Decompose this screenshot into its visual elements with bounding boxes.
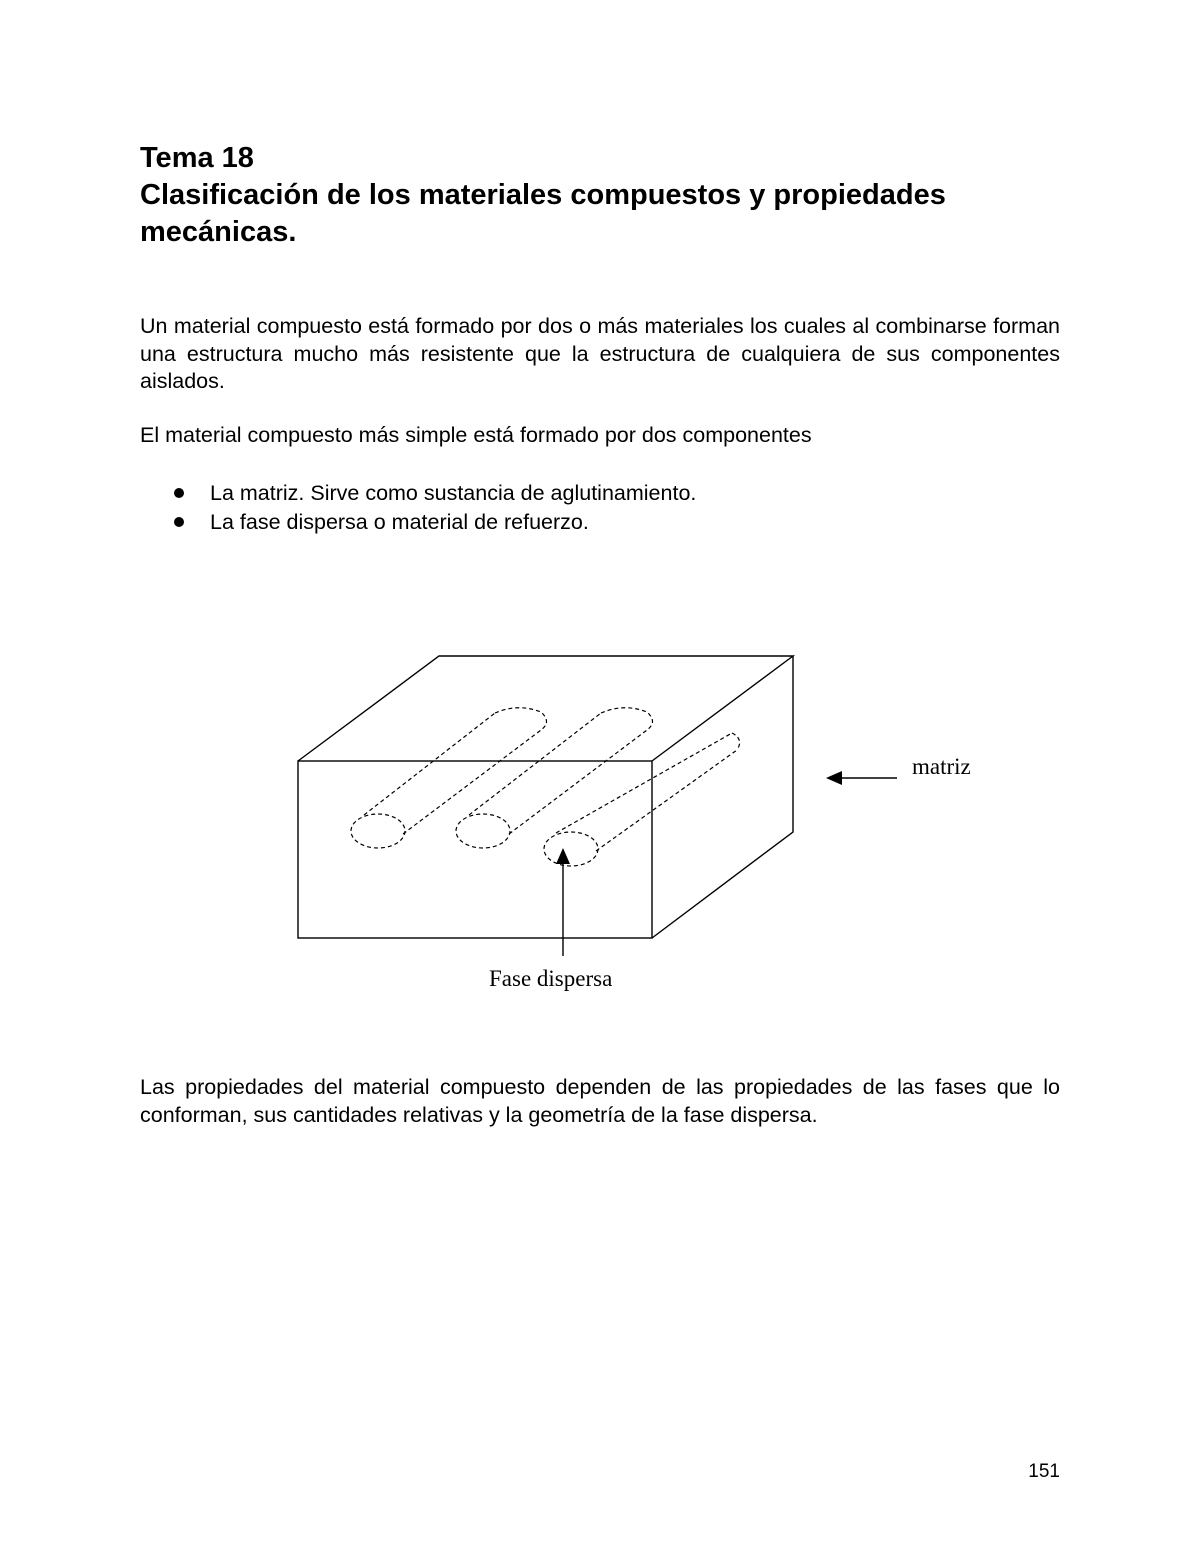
label-matrix: matriz [912, 754, 971, 779]
list-item-text: La fase dispersa o material de refuerzo. [210, 509, 589, 534]
properties-paragraph: Las propiedades del material compuesto dependen de las propiedades de las fases que lo conforman, sus cantidades relativas y la geometría de la fase dispersa. [140, 1075, 1060, 1127]
list-item [140, 508, 1040, 537]
matrix-arrow [826, 771, 897, 785]
label-dispersed-phase: Fase dispersa [489, 966, 613, 991]
block-side-face [652, 656, 793, 938]
title-line-2: Clasificación de los materiales compuestos y propiedades [140, 179, 946, 211]
list-item-text: La matriz. Sirve como sustancia de aglutinamiento. [210, 481, 697, 505]
bullet-icon [174, 488, 184, 498]
intro-paragraph: Un material compuesto está formado por dos o más materiales los cuales al combinarse forman una estructura mucho más resistente que la estructura de cualquiera de sus componentes aislados. [140, 314, 1060, 393]
page-title [140, 140, 1060, 251]
fiber-1 [351, 708, 547, 848]
page-number: 151 [1028, 1461, 1060, 1482]
component-list [140, 479, 1040, 536]
fiber-2 [456, 708, 653, 848]
bullet-icon [174, 517, 184, 527]
dispersed-arrow [556, 848, 570, 956]
simple-composite-paragraph: El material compuesto más simple está formado por dos componentes [140, 423, 812, 447]
fiber-3 [544, 733, 740, 866]
title-line-3: mecánicas. [140, 216, 297, 248]
title-line-1: Tema 18 [140, 142, 254, 174]
matrix-block [298, 656, 793, 938]
arrowhead-icon [556, 848, 570, 864]
arrowhead-icon [826, 771, 842, 785]
list-item [140, 479, 1040, 508]
dispersed-fibers [351, 708, 740, 866]
block-top-face [298, 656, 793, 761]
block-front-face [298, 761, 652, 938]
